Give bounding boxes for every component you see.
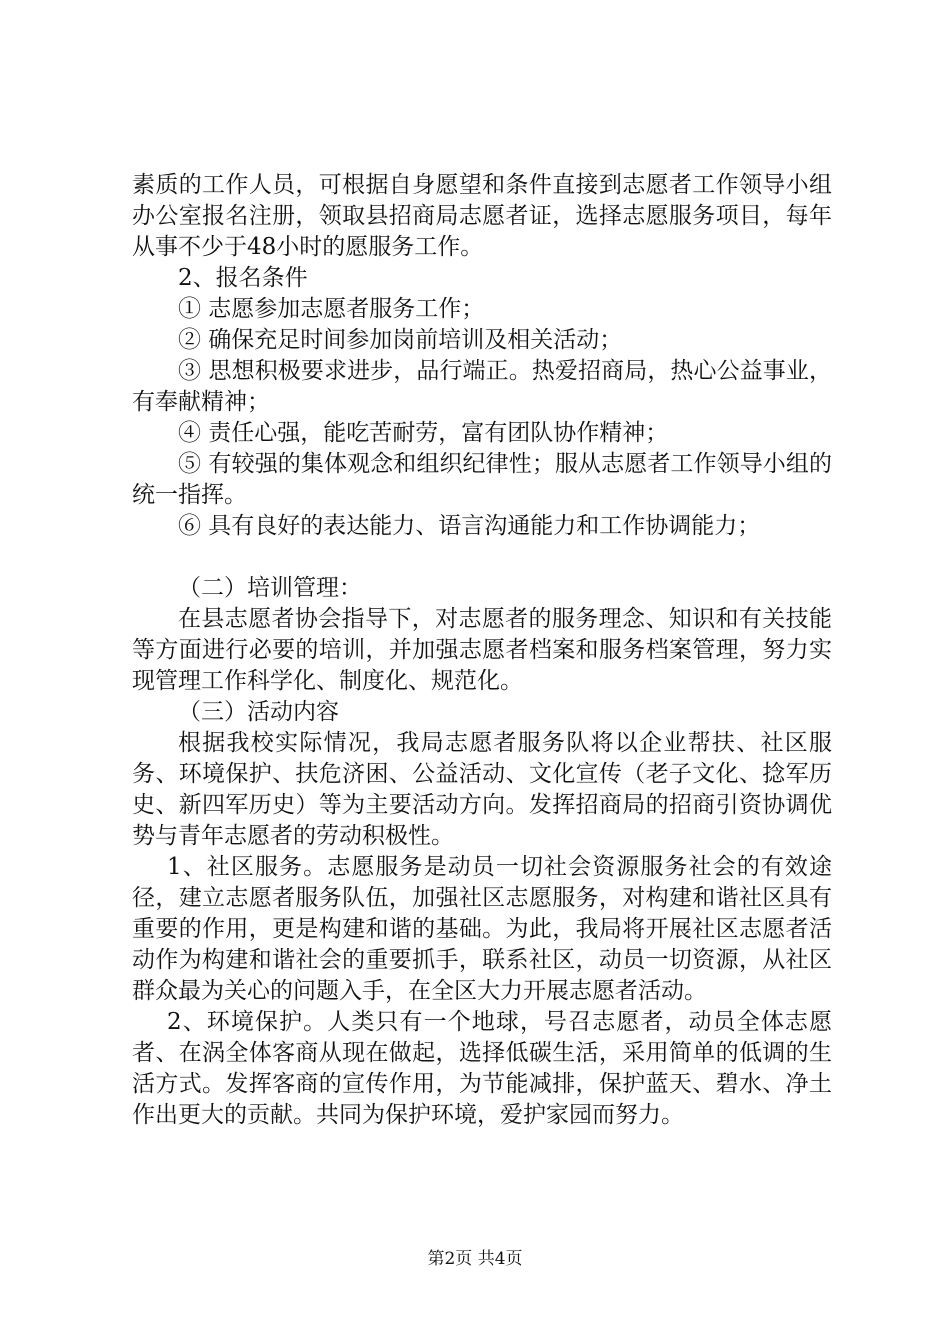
heading-activity-content: （三）活动内容 xyxy=(178,699,339,725)
heading-registration-conditions: 2、报名条件 xyxy=(178,265,308,291)
paragraph-gap xyxy=(132,542,832,573)
condition-item-4: ④ 责任心强，能吃苦耐劳，富有团队协作精神； xyxy=(178,420,669,446)
paragraph-community-service: 1、社区服务。志愿服务是动员一切社会资源服务社会的有效途径，建立志愿者服务队伍，加强社区志愿服务，对构建和谐社区具有重要的作用，更是构建和谐的基础。为此，我局将开展社区志愿者活动作为构建和谐社会的重要抓手，联系社区，动员一切资源，从社区群众最为关心的问题入手，在全区大力开展志愿者活动。 xyxy=(132,854,832,1004)
condition-item-6: ⑥ 具有良好的表达能力、语言沟通能力和工作协调能力； xyxy=(178,513,761,539)
condition-item-3: ③ 思想积极要求进步，品行端正。热爱招商局，热心公益事业，有奉献精神； xyxy=(132,358,832,415)
condition-item-1: ① 志愿参加志愿者服务工作； xyxy=(178,296,485,322)
condition-item-5: ⑤ 有较强的集体观念和组织纪律性；服从志愿者工作领导小组的统一指挥。 xyxy=(132,451,832,508)
paragraph-registration-intro: 素质的工作人员，可根据自身愿望和条件直接到志愿者工作领导小组办公室报名注册，领取县招商局志愿者证，选择志愿服务项目，每年从事不少于48小时的愿服务工作。 xyxy=(132,172,832,260)
paragraph-activity-intro: 根据我校实际情况，我局志愿者服务队将以企业帮扶、社区服务、环境保护、扶危济困、公益活动、文化宣传（老子文化、捻军历史、新四军历史）等为主要活动方向。发挥招商局的招商引资协调优势与青年志愿者的劳动积极性。 xyxy=(132,730,832,849)
paragraph-environment-protection: 2、环境保护。人类只有一个地球，号召志愿者，动员全体志愿者、在涡全体客商从现在做起，选择低碳生活，采用简单的低调的生活方式。发挥客商的宣传作用，为节能减排，保护蓝天、碧水、净土作出更大的贡献。共同为保护环境，爱护家园而努力。 xyxy=(132,1009,832,1128)
heading-training-management: （二）培训管理： xyxy=(178,575,362,601)
condition-item-2: ② 确保充足时间参加岗前培训及相关活动； xyxy=(178,327,623,353)
document-body xyxy=(132,170,832,1131)
paragraph-training: 在县志愿者协会指导下，对志愿者的服务理念、知识和有关技能等方面进行必要的培训，并加强志愿者档案和服务档案管理，努力实现管理工作科学化、制度化、规范化。 xyxy=(132,606,832,694)
page-footer: 第2页 共4页 xyxy=(427,1249,523,1269)
